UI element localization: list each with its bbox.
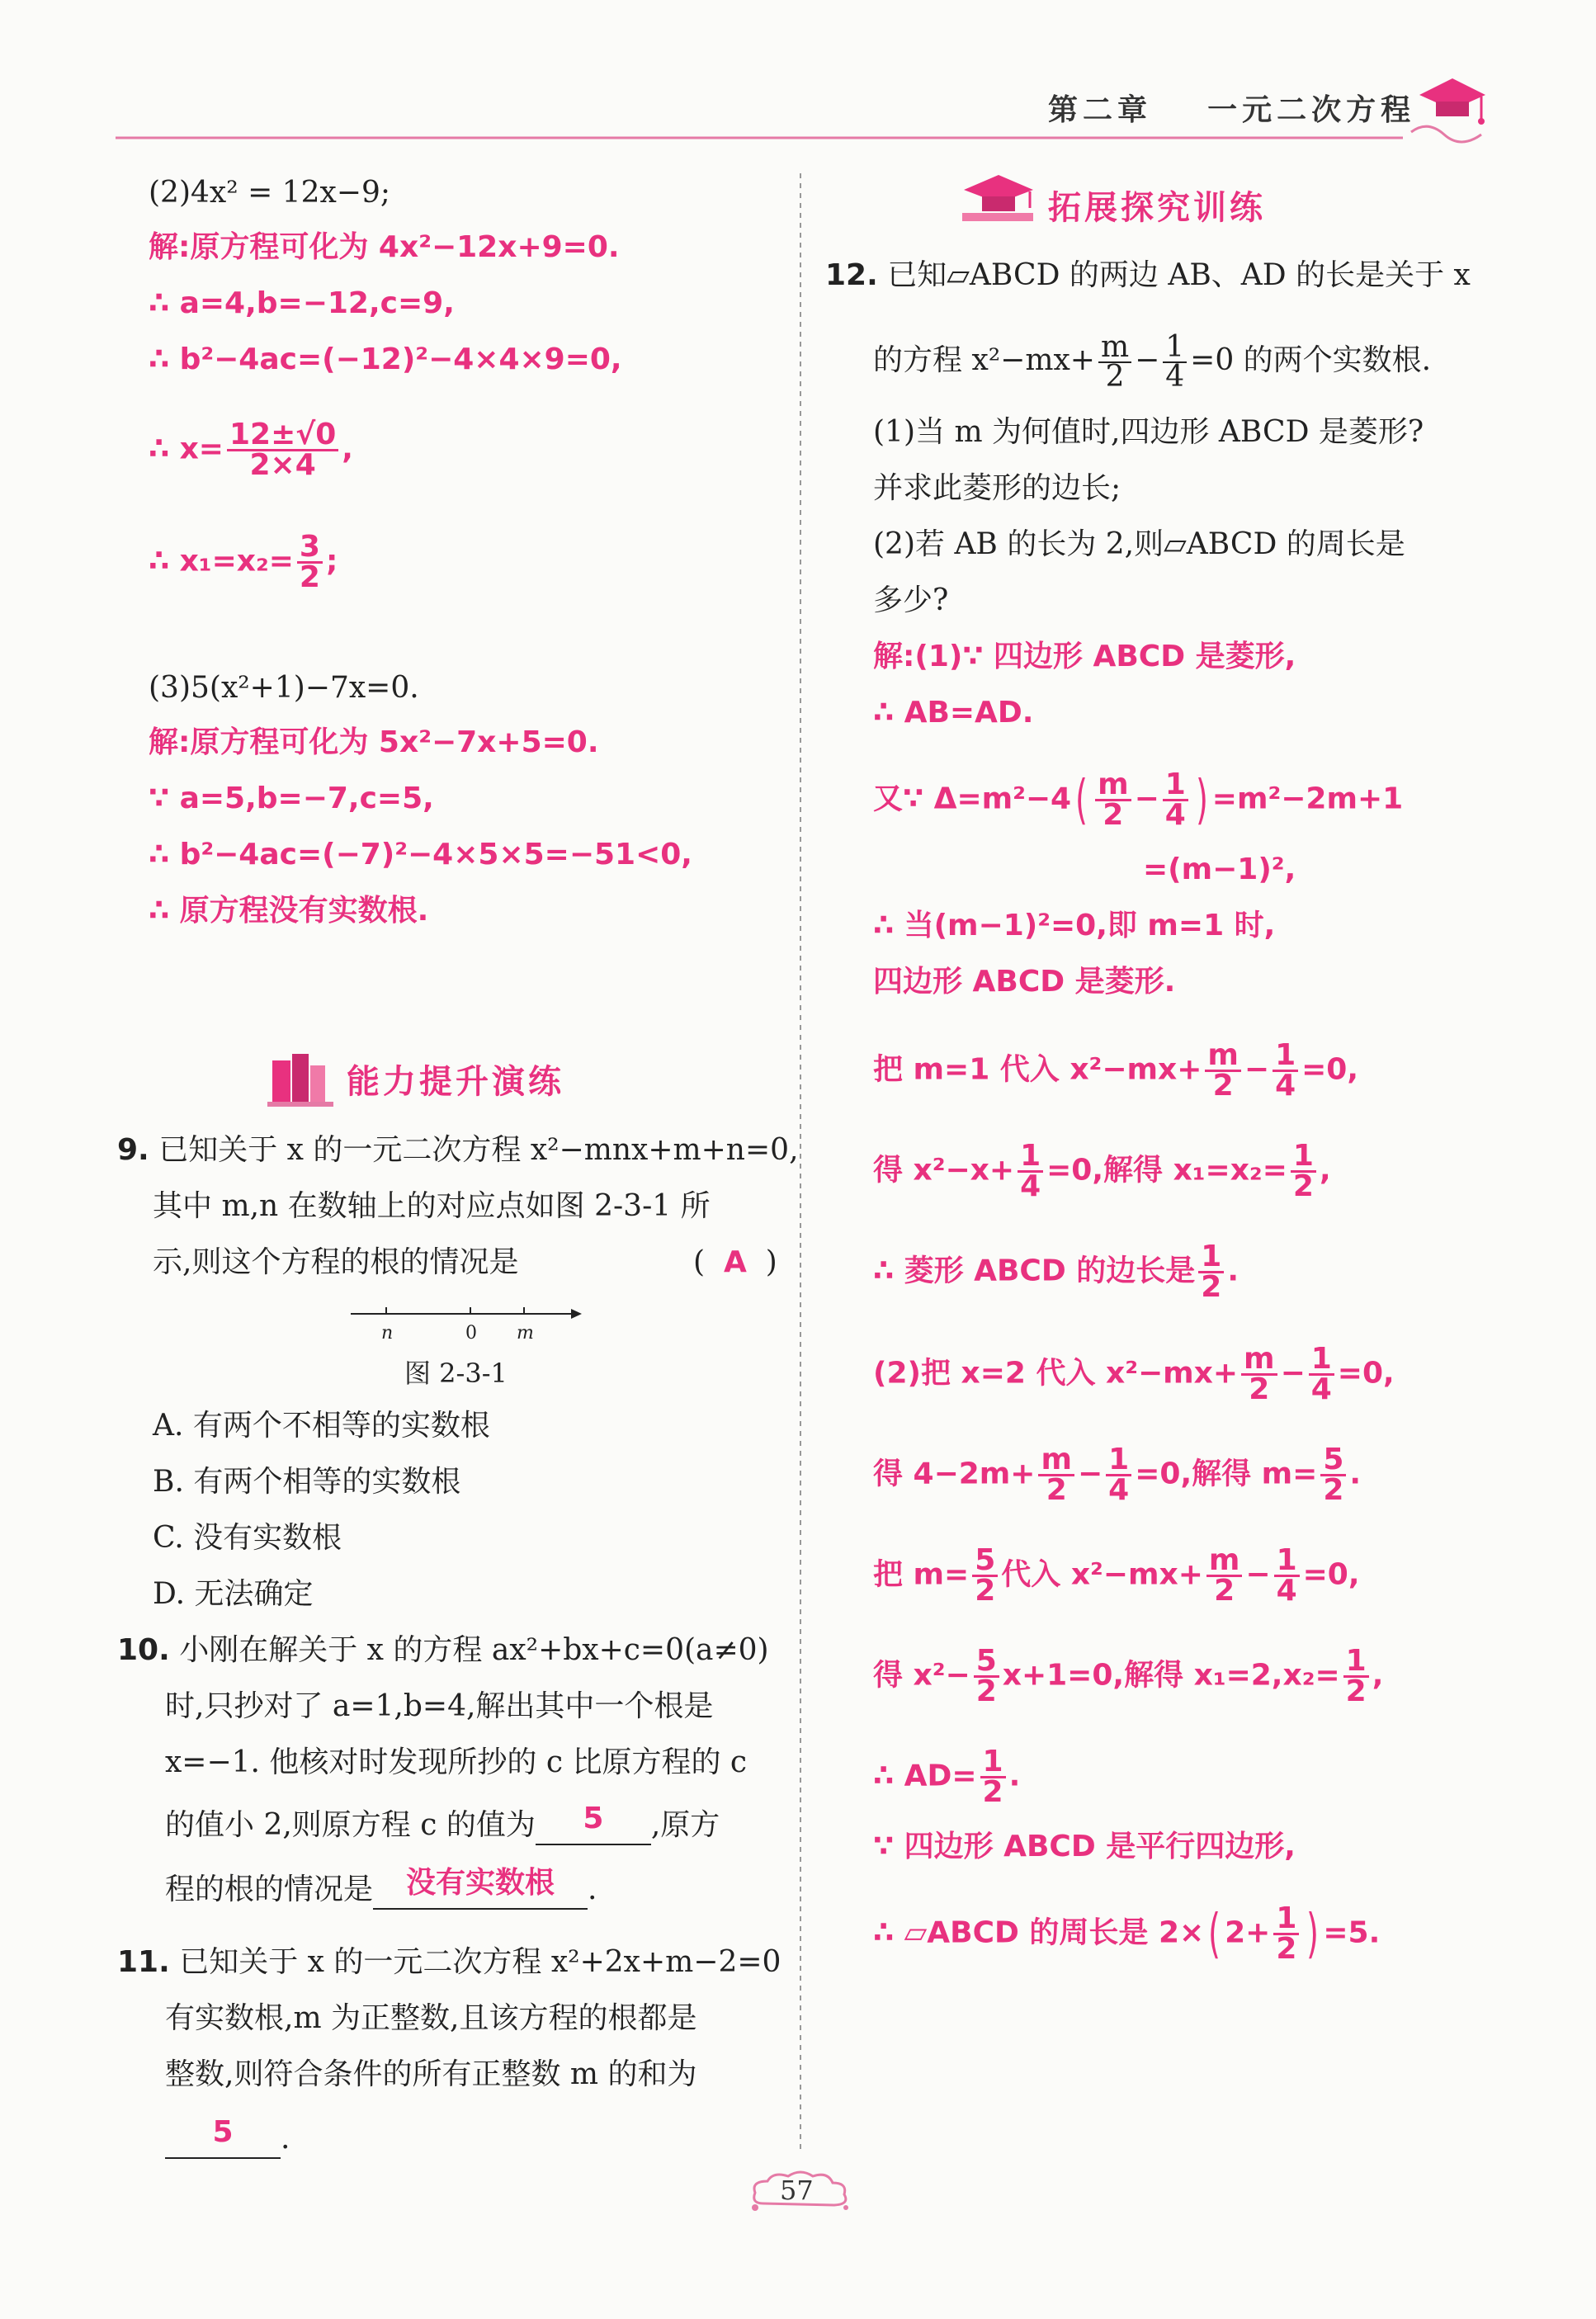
question-11-line-3: 整数,则符合条件的所有正整数 m 的和为 [165,2057,697,2091]
solution-step-16: ∴ ▱ABCD 的周长是 2×( 2+ $\frac{1}{2}$ ) =5. [873,1901,1381,1966]
question-9-answer-bracket: ( A ) [693,1245,777,1279]
fraction: $\frac{1}{4}$ [1163,333,1187,391]
label-zero: 0 [465,1323,477,1344]
page-number-badge [747,2166,854,2216]
solution-step-8: 得 x²−x+ $\frac{1}{4}$ =0,解得 x₁=x₂= $\frac{1}{2}$ , [873,1139,1331,1203]
option-b: B. 有两个相等的实数根 [153,1465,461,1499]
solution-step-7: 把 m=1 代入 x²−mx+ $\frac{m}{2}$ − $\frac{1}{4}$ =0, [873,1038,1359,1103]
header-rule [116,135,1485,144]
solution-step-15: ∵ 四边形 ABCD 是平行四边形, [873,1830,1296,1863]
problem-2-question: (2)4x² = 12x−9; [149,176,390,210]
question-10-line-4: 的值小 2,则原方程 c 的值为 5 ,原方 [165,1807,720,1845]
solution-step-12: 把 m= $\frac{5}{2}$ 代入 x²−mx+ $\frac{m}{2}$ − $\frac{1}{4}$ =0, [873,1543,1360,1608]
option-d: D. 无法确定 [153,1577,314,1611]
chapter-label: 第二章 一元二次方程 [1048,93,1416,127]
option-a: A. 有两个不相等的实数根 [153,1409,490,1443]
question-10-line-2: 时,只抄对了 a=1,b=4,解出其中一个根是 [165,1689,714,1723]
fraction: $\frac{1}{4}$ [1163,771,1188,829]
fraction: $\frac{m}{2}$ [1095,771,1131,829]
question-11-line-1: 11. 已知关于 x 的一元二次方程 x²+2x+m−2=0 [117,1945,781,1979]
fraction: $\frac{1}{2}$ [980,1748,1006,1807]
solution-step-13: 得 x²− $\frac{5}{2}$ x+1=0,解得 x₁=2,x₂= $\frac{1}{2}$ , [873,1644,1384,1708]
fraction: $\frac{1}{2}$ [1198,1243,1224,1301]
fraction: $\frac{3}{2}$ [297,533,323,592]
fraction: $\frac{5}{2}$ [1320,1446,1346,1504]
header [116,78,1485,153]
problem-3-step-1: 解:原方程可化为 5x²−7x+5=0. [149,725,599,759]
fraction: $\frac{m}{2}$ [1038,1446,1074,1504]
section-title-explore: 拓展探究训练 [1048,189,1266,227]
label-m: m [517,1323,534,1344]
question-9-answer: A [723,1245,747,1279]
fraction: $\frac{m}{2}$ [1241,1345,1277,1404]
graduation-cap-icon [1403,62,1494,153]
figure-caption: 图 2-3-1 [404,1358,508,1389]
question-11-line-2: 有实数根,m 为正整数,且该方程的根都是 [165,2001,697,2035]
question-12-part-2-a: (2)若 AB 的长为 2,则▱ABCD 的周长是 [873,527,1405,561]
number-line-figure [347,1296,586,1345]
question-9-line-1: 9. 已知关于 x 的一元二次方程 x²−mnx+m+n=0, [117,1133,799,1167]
fraction: $\frac{1}{2}$ [1343,1647,1369,1706]
question-10-answer-c: 5 [583,1802,604,1835]
fraction: $\frac{5}{2}$ [972,1547,998,1605]
fraction: $\frac{5}{2}$ [974,1647,999,1706]
question-9-line-3: 示,则这个方程的根的情况是 [153,1245,519,1279]
question-11-line-4: 5 . [165,2121,290,2159]
question-12-line-2: 的方程 x²−mx+ $\frac{m}{2}$ − $\frac{1}{4}$ =0 的两个实数根. [873,330,1432,394]
question-12-line-1: 12. 已知▱ABCD 的两边 AB、AD 的长是关于 x [825,258,1471,292]
problem-2-step-4: ∴ x= $\frac{12\pm√0}{2\times 4}$ , [149,418,353,482]
question-10-line-1: 10. 小刚在解关于 x 的方程 ax²+bx+c=0(a≠0) [117,1633,769,1667]
section-header-ability [264,1044,660,1110]
fraction: $\frac{m}{2}$ [1206,1547,1243,1605]
question-10-line-3: x=−1. 他核对时发现所抄的 c 比原方程的 c [165,1745,748,1779]
fraction: $\frac{1}{4}$ [1106,1446,1131,1504]
graduation-cap-icon [957,165,1040,231]
question-10-answer-roots: 没有实数根 [406,1866,555,1900]
fraction: $\frac{1}{2}$ [1273,1905,1299,1963]
section-header-explore [957,165,1353,231]
solution-step-9: ∴ 菱形 ABCD 的边长是 $\frac{1}{2}$ . [873,1240,1239,1304]
solution-step-4: =(m−1)², [1143,853,1296,886]
problem-3-step-4: ∴ 原方程没有实数根. [149,894,429,928]
books-icon [264,1044,338,1110]
question-10-line-5: 程的根的情况是 没有实数根 . [165,1872,597,1910]
fraction: $\frac{m}{2}$ [1205,1041,1241,1100]
fraction: $\frac{12\pm√0}{2\times 4}$ [227,421,338,479]
problem-2-step-2: ∴ a=4,b=−12,c=9, [149,286,455,320]
question-12-part-1-a: (1)当 m 为何值时,四边形 ABCD 是菱形? [873,415,1424,449]
label-n: n [381,1323,394,1344]
problem-2-step-3: ∴ b²−4ac=(−12)²−4×4×9=0, [149,342,622,376]
fraction: $\frac{1}{4}$ [1309,1345,1334,1404]
option-c: C. 没有实数根 [153,1521,342,1555]
fraction: $\frac{m}{2}$ [1098,333,1131,391]
solution-step-5: ∴ 当(m−1)²=0,即 m=1 时, [873,909,1276,942]
problem-2-step-1: 解:原方程可化为 4x²−12x+9=0. [149,230,620,264]
question-11-answer: 5 [212,2115,234,2149]
question-9-line-2: 其中 m,n 在数轴上的对应点如图 2-3-1 所 [153,1189,711,1223]
page-number: 57 [780,2175,814,2206]
solution-step-3: 又∵ Δ=m²−4( $\frac{m}{2}$ − $\frac{1}{4}$ ) =m²−2m+1 [873,767,1404,832]
question-12-part-2-b: 多少? [873,583,949,617]
solution-step-2: ∴ AB=AD. [873,696,1034,730]
fraction: $\frac{1}{4}$ [1274,1547,1300,1605]
solution-step-6: 四边形 ABCD 是菱形. [873,965,1176,999]
problem-3-step-2: ∵ a=5,b=−7,c=5, [149,782,434,815]
fraction: $\frac{1}{4}$ [1018,1142,1043,1201]
question-12-part-1-b: 并求此菱形的边长; [873,471,1121,505]
chapter-title: 一元二次方程 [1207,93,1416,127]
fraction: $\frac{1}{4}$ [1273,1041,1298,1100]
problem-3-step-3: ∴ b²−4ac=(−7)²−4×5×5=−51<0, [149,838,692,871]
problem-2-step-5: ∴ x₁=x₂= $\frac{3}{2}$ ; [149,530,338,594]
solution-step-10: (2)把 x=2 代入 x²−mx+ $\frac{m}{2}$ − $\frac{1}{4}$ =0, [873,1342,1395,1406]
column-divider [799,173,802,2154]
section-title-ability: 能力提升演练 [347,1063,564,1101]
solution-step-11: 得 4−2m+ $\frac{m}{2}$ − $\frac{1}{4}$ =0,解得 m= $\frac{5}{2}$ . [873,1443,1362,1507]
fraction: $\frac{1}{2}$ [1291,1142,1316,1201]
solution-step-1: 解:(1)∵ 四边形 ABCD 是菱形, [873,640,1296,673]
solution-step-14: ∴ AD= $\frac{1}{2}$ . [873,1745,1021,1809]
problem-3-question: (3)5(x²+1)−7x=0. [149,671,419,705]
